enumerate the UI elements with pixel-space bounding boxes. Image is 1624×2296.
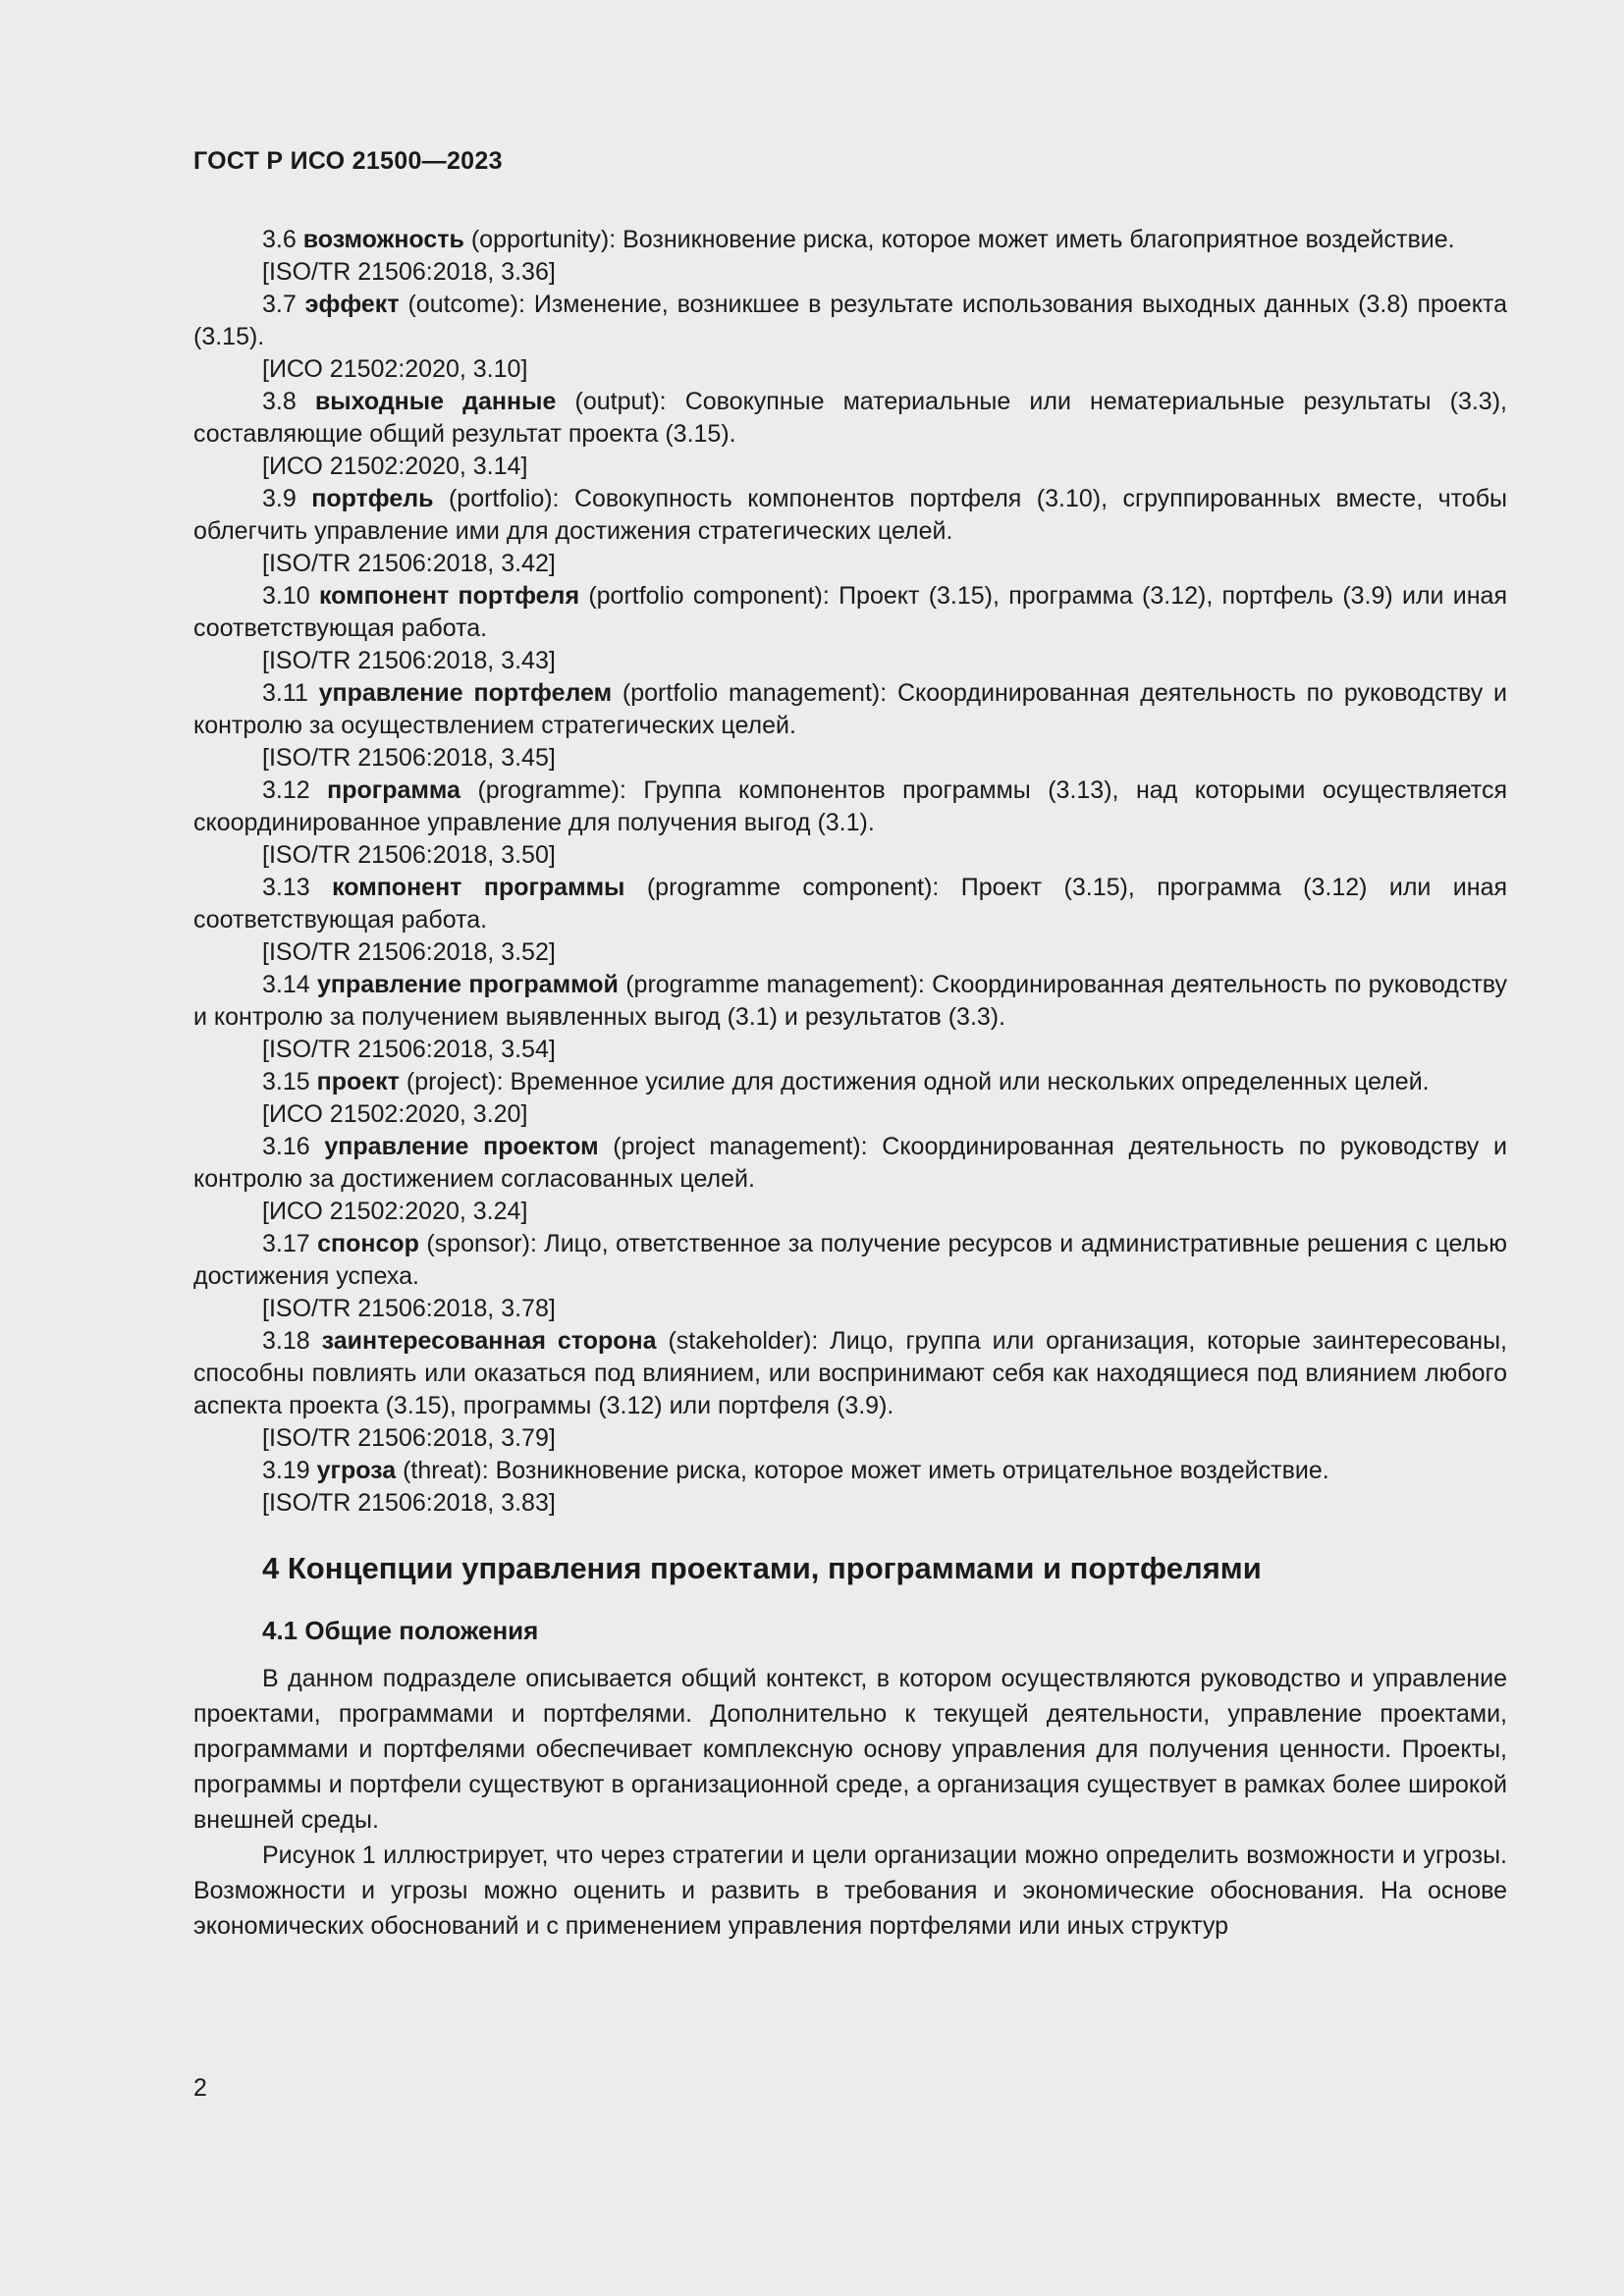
term-name: выходные данные [314,388,557,415]
term-name: управление проектом [324,1133,599,1160]
term-source: [ISO/TR 21506:2018, 3.36] [262,258,556,286]
term-entry [193,386,1507,483]
term-entry [193,872,1507,969]
term-name: портфель [311,485,434,512]
body-paragraph: Рисунок 1 иллюстрирует, что через стратегии и цели организации можно определить возможности и угрозы. Возможности и угрозы можно оценить и развить в требования и экономические обоснования. На основе экономических обоснований и с применением управления портфелями или иных структур [193,1842,1507,1940]
term-name: программа [327,776,460,804]
term-number: 3.18 [262,1327,310,1355]
term-source: [ISO/TR 21506:2018, 3.52] [262,938,556,966]
term-source: [ISO/TR 21506:2018, 3.79] [262,1424,556,1452]
page-number: 2 [193,2074,207,2102]
term-number: 3.17 [262,1230,310,1257]
term-text: (outcome): Изменение, возникшее в результате использования выходных данных (3.8) проекта (3.15). [193,291,1507,350]
term-entry [193,1066,1507,1131]
term-entry [193,1228,1507,1325]
document-header: ГОСТ Р ИСО 21500—2023 [193,147,503,175]
section-heading: 4 Концепции управления проектами, программами и портфелями [262,1551,1262,1585]
term-text: (project): Временное усилие для достижения одной или нескольких определенных целей. [406,1068,1430,1095]
term-definition [193,483,1507,548]
term-text: (portfolio management): Скоординированная деятельность по руководству и контролю за осуществлением стратегических целей. [193,679,1508,739]
term-number: 3.12 [262,776,310,804]
term-name: управление портфелем [318,679,613,707]
term-entry [193,580,1507,677]
term-number: 3.19 [262,1457,310,1484]
term-text: (output): Совокупные материальные или нематериальные результаты (3.3), составляющие общий результат проекта (3.15). [193,388,1507,448]
term-number: 3.14 [262,971,310,998]
term-entry [193,1131,1507,1228]
term-name: возможность [302,226,464,253]
term-source: [ИСО 21502:2020, 3.20] [262,1100,528,1128]
term-source: [ISO/TR 21506:2018, 3.83] [262,1489,556,1517]
term-number: 3.11 [262,679,308,707]
term-number: 3.7 [262,291,297,318]
term-source: [ISO/TR 21506:2018, 3.50] [262,841,556,869]
term-definition [193,224,1507,256]
term-definition [193,1325,1507,1422]
term-text: (portfolio component): Проект (3.15), программа (3.12), портфель (3.9) или иная соответствующая работа. [193,582,1507,642]
term-entry [193,677,1507,774]
term-text: (stakeholder): Лицо, группа или организация, которые заинтересованы, способны повлиять или оказаться под влиянием, или воспринимают себя как находящиеся под влиянием любого аспекта проекта (3.15), программы (3.12) или портфеля (3.9). [193,1327,1508,1419]
term-name: спонсор [317,1230,419,1257]
term-number: 3.8 [262,388,297,415]
term-definition [193,677,1507,742]
term-text: (opportunity): Возникновение риска, которое может иметь благоприятное воздействие. [470,226,1455,253]
term-definition [193,386,1507,451]
term-definition [193,969,1507,1034]
term-text: (sponsor): Лицо, ответственное за получение ресурсов и административные решения с целью достижения успеха. [193,1230,1507,1290]
term-text: (programme management): Скоординированная деятельность по руководству и контролю за получением выявленных выгод (3.1) и результатов (3.3). [193,971,1508,1031]
subsection-heading: 4.1 Общие положения [262,1616,539,1645]
term-text: (portfolio): Совокупность компонентов портфеля (3.10), сгруппированных вместе, чтобы облегчить управление ими для достижения стратегических целей. [193,485,1507,545]
term-definition [193,1131,1507,1196]
term-number: 3.9 [262,485,297,512]
term-definition [193,1228,1507,1293]
body-paragraph: В данном подразделе описывается общий контекст, в котором осуществляются руководство и управление проектами, программами и портфелями. Дополнительно к текущей деятельности, управление проектами, программами и портфелями обеспечивает комплексную основу управления для получения ценности. Проекты, программы и портфели существуют в организационной среде, а организация существует в рамках более широкой внешней среды. [193,1665,1507,1834]
term-name: компонент портфеля [318,582,580,610]
term-entry [193,289,1507,386]
term-text: (project management): Скоординированная деятельность по руководству и контролю за достижением согласованных целей. [193,1133,1507,1193]
term-name: угроза [316,1457,397,1484]
term-source: [ISO/TR 21506:2018, 3.54] [262,1036,556,1063]
term-entry [193,224,1507,289]
document-content [193,224,1507,1944]
term-number: 3.15 [262,1068,310,1095]
term-text: (programme component): Проект (3.15), программа (3.12) или иная соответствующая работа. [193,874,1508,934]
term-source: [ИСО 21502:2020, 3.10] [262,355,528,383]
term-definition [193,774,1507,839]
term-source: [ИСО 21502:2020, 3.14] [262,453,528,480]
term-entry [193,969,1507,1066]
term-name: эффект [304,291,400,318]
term-definition [193,580,1507,645]
term-source: [ISO/TR 21506:2018, 3.78] [262,1295,556,1322]
term-number: 3.13 [262,874,310,901]
term-source: [ISO/TR 21506:2018, 3.42] [262,550,556,577]
term-name: заинтересованная сторона [321,1327,657,1355]
term-source: [ISO/TR 21506:2018, 3.45] [262,744,556,772]
term-source: [ISO/TR 21506:2018, 3.43] [262,647,556,674]
term-definition [193,872,1507,936]
term-name: компонент программы [332,874,625,901]
term-entry [193,483,1507,580]
term-name: проект [316,1068,400,1095]
term-text: (programme): Группа компонентов программы (3.13), над которыми осуществляется скоординированное управление для получения выгод (3.1). [193,776,1508,836]
term-entry [193,1325,1507,1455]
term-text: (threat): Возникновение риска, которое может иметь отрицательное воздействие. [403,1457,1329,1484]
term-definition [193,289,1507,353]
term-definition [193,1066,1507,1098]
term-definition [193,1455,1507,1487]
term-number: 3.6 [262,226,297,253]
term-number: 3.16 [262,1133,310,1160]
term-source: [ИСО 21502:2020, 3.24] [262,1198,528,1225]
term-number: 3.10 [262,582,310,610]
term-entry [193,1455,1507,1520]
term-name: управление программой [317,971,619,998]
term-entry [193,774,1507,872]
